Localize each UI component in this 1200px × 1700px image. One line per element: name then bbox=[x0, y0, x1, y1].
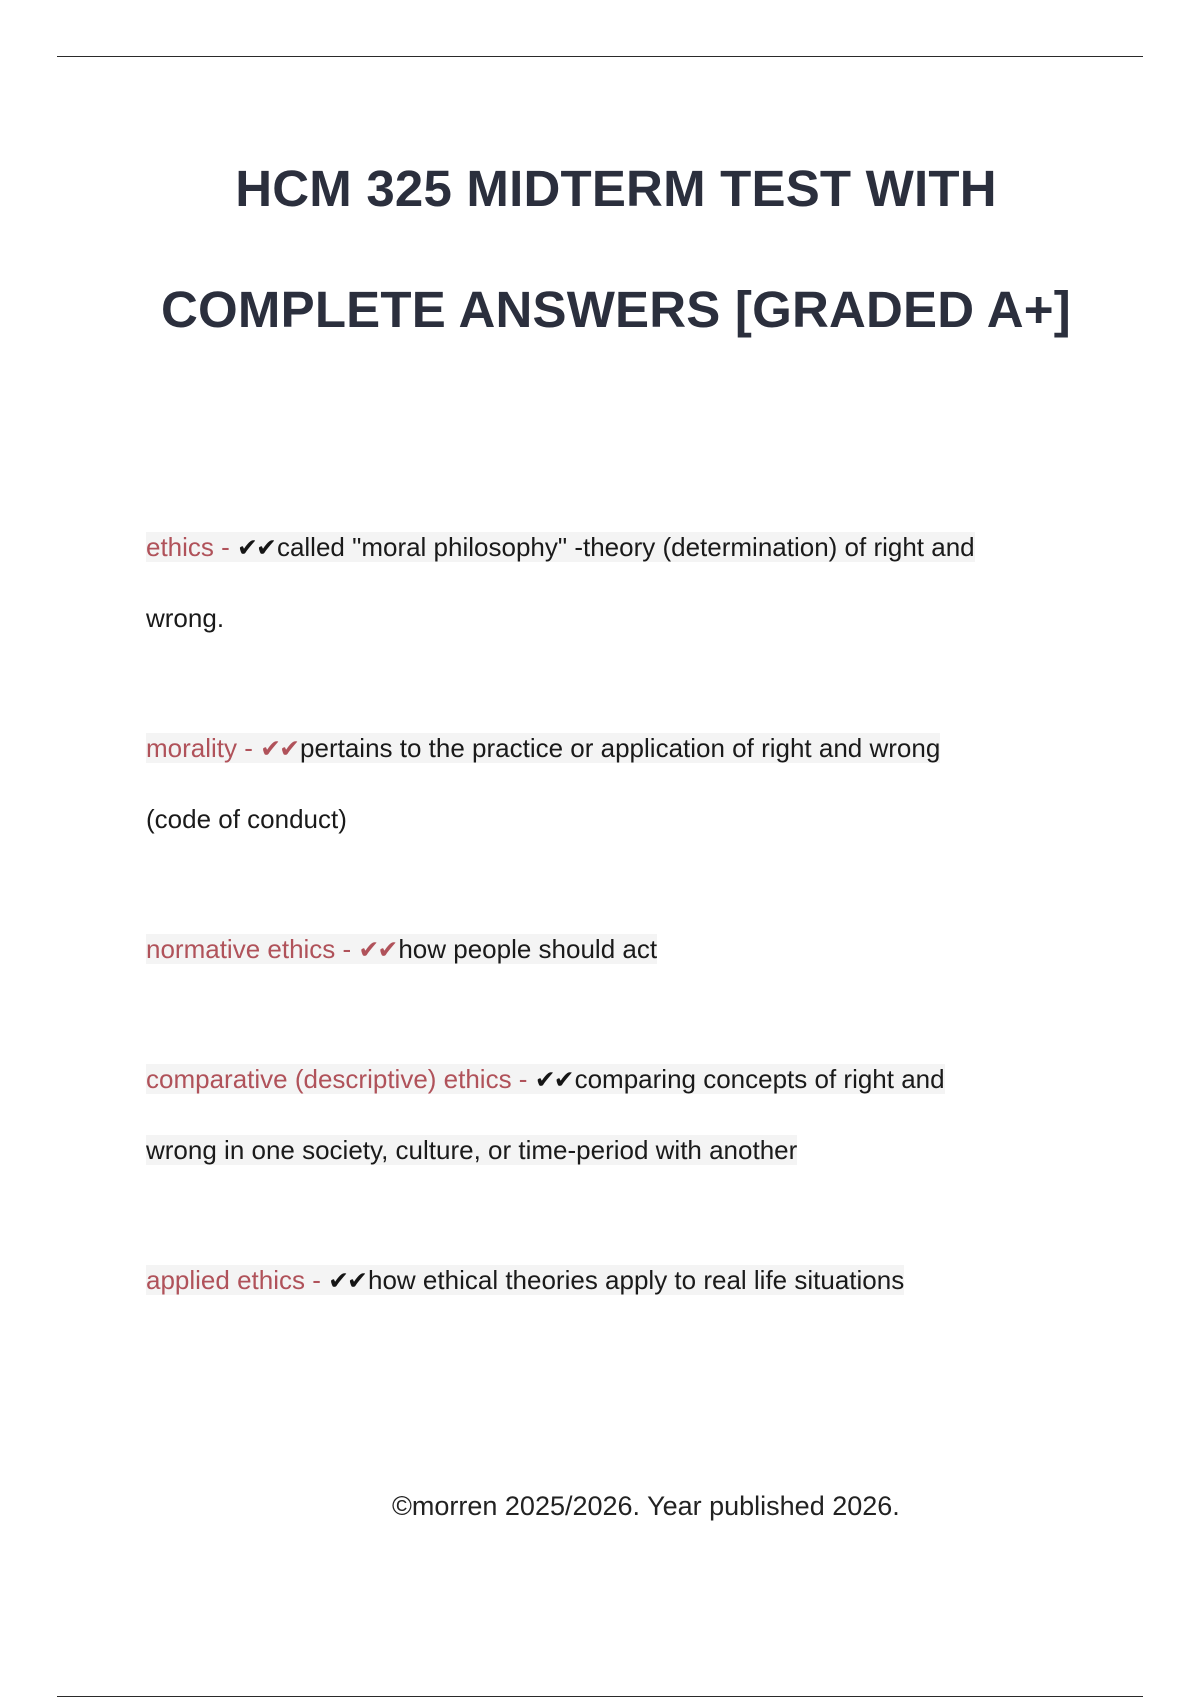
entry-term: comparative (descriptive) ethics - bbox=[146, 1064, 535, 1094]
top-rule bbox=[57, 56, 1143, 57]
bottom-rule bbox=[57, 1696, 1143, 1697]
document-title bbox=[100, 128, 1132, 370]
glossary-entry-comparative-ethics bbox=[146, 1044, 1086, 1186]
entry-definition: comparing concepts of right and bbox=[574, 1064, 945, 1094]
entry-definition: how ethical theories apply to real life situations bbox=[368, 1265, 905, 1295]
glossary-entry-morality bbox=[146, 713, 1086, 855]
title-line-2: COMPLETE ANSWERS [GRADED A+] bbox=[161, 281, 1071, 338]
entry-highlight bbox=[146, 532, 975, 562]
entry-term: applied ethics - bbox=[146, 1265, 329, 1295]
glossary-entry-applied-ethics bbox=[146, 1245, 1086, 1316]
entry-term: normative ethics - bbox=[146, 934, 359, 964]
glossary-entry-normative-ethics bbox=[146, 914, 1086, 985]
check-icon: ✔✔ bbox=[260, 734, 299, 763]
title-line-1: HCM 325 MIDTERM TEST WITH bbox=[235, 160, 997, 217]
check-icon: ✔✔ bbox=[328, 1266, 367, 1295]
entry-definition: called "moral philosophy" -theory (determination) of right and bbox=[276, 532, 975, 562]
copyright-footer: ©morren 2025/2026. Year published 2026. bbox=[392, 1491, 900, 1521]
entry-definition: how people should act bbox=[398, 934, 658, 964]
check-icon: ✔✔ bbox=[358, 935, 397, 964]
check-icon: ✔✔ bbox=[534, 1065, 573, 1094]
entry-highlight bbox=[146, 1265, 904, 1295]
check-icon: ✔✔ bbox=[237, 533, 275, 562]
entry-definition-continued: wrong. bbox=[146, 603, 225, 633]
glossary-entry-ethics bbox=[146, 512, 1086, 654]
entry-highlight bbox=[146, 1064, 945, 1094]
entry-term: morality - bbox=[146, 733, 261, 763]
entry-highlight bbox=[146, 733, 940, 763]
entry-highlight-continued bbox=[146, 1135, 797, 1165]
glossary-list bbox=[146, 512, 1086, 1316]
entry-definition: pertains to the practice or application of right and wrong bbox=[300, 733, 941, 763]
entry-term: ethics - bbox=[146, 532, 238, 562]
entry-definition-continued: (code of conduct) bbox=[146, 804, 347, 834]
entry-highlight bbox=[146, 934, 657, 964]
entry-definition-continued: wrong in one society, culture, or time-period with another bbox=[146, 1135, 798, 1165]
